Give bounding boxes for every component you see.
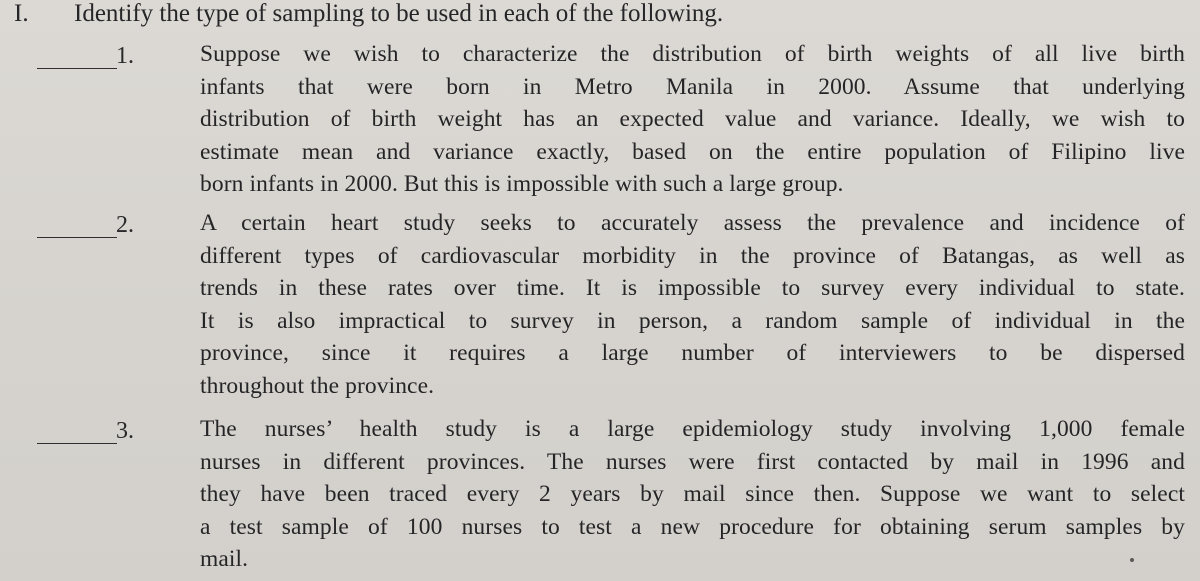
section-instruction: Identify the type of sampling to be used in each of the following. [74,0,724,27]
question-2-line-6: throughout the province. [200,372,435,399]
question-1-line-1: Suppose we wish to characterize the distribution of birth weights of all live birth [200,41,1185,67]
answer-blank-2[interactable] [37,237,117,238]
question-2-line-5: province, since it requires a large number of interviewers to be dispersed [200,340,1185,367]
answer-blank-3[interactable] [37,443,117,444]
question-1-line-2: infants that were born in Metro Manila in 2000. Assume that underlying [200,73,1185,100]
paper-speck [1130,558,1134,562]
question-1-line-3: distribution of birth weight has an expected value and variance. Ideally, we wish to [200,106,1185,133]
question-3-line-3: they have been traced every 2 years by mail since then. Suppose we want to select [200,481,1185,508]
question-2-line-1: A certain heart study seeks to accurately assess the prevalence and incidence of [200,210,1185,236]
question-3-line-1: The nurses’ health study is a large epidemiology study involving 1,000 female [200,416,1185,442]
question-2-line-2: different types of cardiovascular morbidity in the province of Batangas, as well as [200,242,1185,269]
question-text-2 [200,207,1185,403]
answer-blank-1[interactable] [37,68,117,69]
question-2-line-4: It is also impractical to survey in person, a random sample of individual in the [200,307,1185,334]
question-3-line-4: a test sample of 100 nurses to test a new procedure for obtaining serum samples by [200,513,1185,540]
section-heading [14,0,723,30]
question-3-line-2: nurses in different provinces. The nurses were first contacted by mail in 1996 and [200,448,1185,475]
question-3-line-5: mail. [200,546,249,573]
question-1-line-5: born infants in 2000. But this is impossible with such a large group. [200,171,844,198]
question-1-line-4: estimate mean and variance exactly, based on the entire population of Filipino live [200,138,1185,165]
question-text-3 [200,413,1185,576]
section-numeral: I. [14,0,29,27]
question-text-1 [200,38,1185,201]
question-number-1: 1. [116,43,134,69]
question-2-line-3: trends in these rates over time. It is impossible to survey every individual to state. [200,275,1185,302]
question-number-3: 3. [116,418,134,444]
question-number-2: 2. [116,212,134,238]
